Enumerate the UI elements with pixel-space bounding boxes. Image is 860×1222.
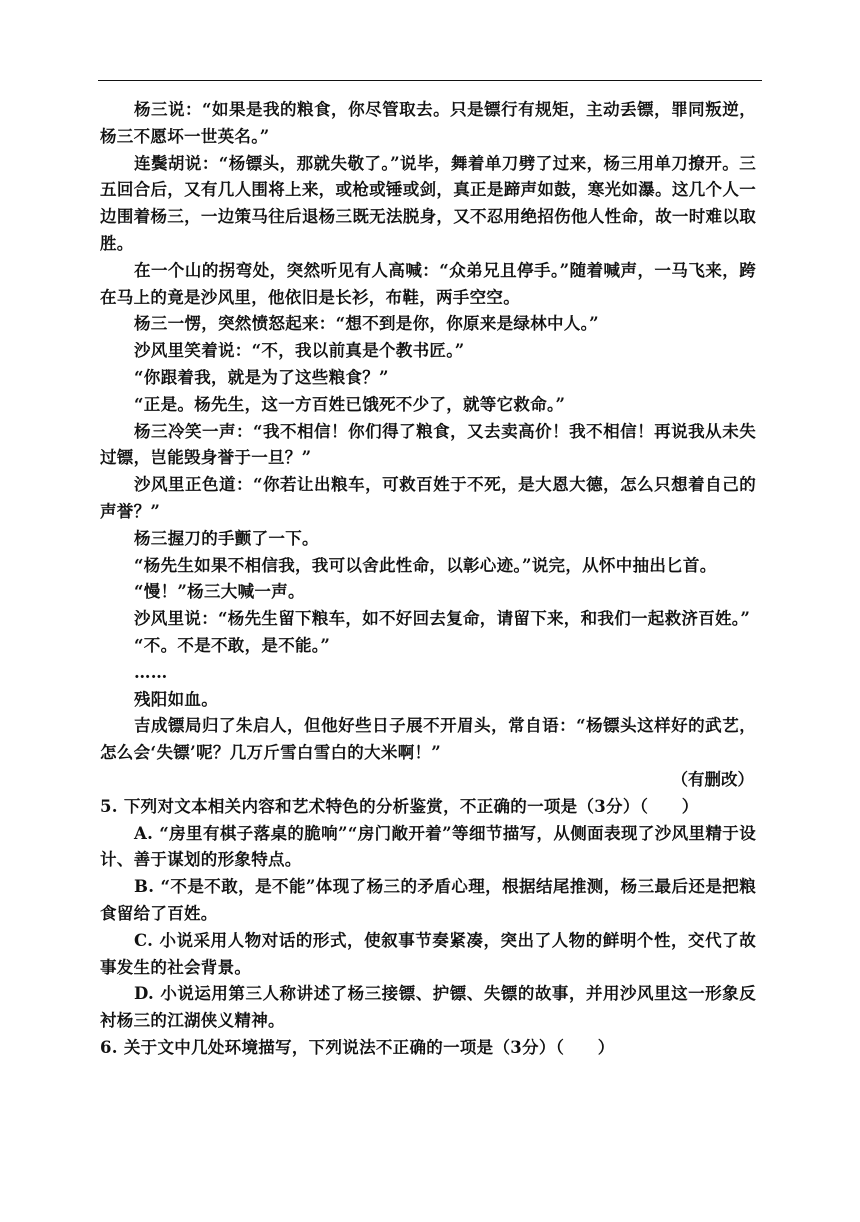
ellipsis-line: …… [134, 662, 168, 682]
paragraph: “不。不是不敢，是不能。” [134, 635, 331, 655]
paragraph: “杨先生如果不相信我，我可以舍此性命，以彰心迹。”说完，从怀中抽出匕首。 [134, 555, 717, 575]
paragraph: 杨三握刀的手颤了一下。 [134, 528, 319, 548]
paragraph: “你跟着我，就是为了这些粮食？” [134, 367, 389, 387]
paragraph: “正是。杨先生，这一方百姓已饿死不少了，就等它救命。” [134, 394, 566, 414]
paragraph: 沙风里正色道：“你若让出粮车，可救百姓于不死，是大恩大德，怎么只想着自己的声誉？” [100, 475, 756, 521]
passage-body [100, 97, 756, 1062]
question-5-option-b: B. “不是不敢，是不能”体现了杨三的矛盾心理，根据结尾推测，杨三最后还是把粮食留给了百姓。 [100, 877, 756, 923]
question-5-stem: 5. 下列对文本相关内容和艺术特色的分析鉴赏，不正确的一项是（3分）（ ） [100, 796, 699, 816]
question-5-option-a: A. “房里有棋子落桌的脆响”“房门敞开着”等细节描写，从侧面表现了沙风里精于设计、善于谋划的形象特点。 [100, 823, 756, 870]
paragraph: 杨三一愣，突然愤怒起来：“想不到是你，你原来是绿林中人。” [134, 314, 599, 334]
paragraph: 沙风里说：“杨先生留下粮车，如不好回去复命，请留下来，和我们一起救济百姓。” [134, 609, 751, 629]
source-note: （有删改） [671, 769, 754, 789]
paragraph: “慢！”杨三大喊一声。 [134, 582, 305, 602]
paragraph: 吉成镖局归了朱启人，但他好些日子展不开眉头，常自语：“杨镖头这样好的武艺，怎么会‘失镖’呢？几万斤雪白雪白的大米啊！” [100, 716, 756, 763]
paragraph: 残阳如血。 [134, 689, 218, 709]
paragraph: 在一个山的拐弯处，突然听见有人高喊：“众弟兄且停手。”随着喊声，一马飞来，跨在马上的竟是沙风里，他依旧是长衫，布鞋，两手空空。 [100, 260, 756, 307]
header-rule [98, 80, 762, 81]
question-5-option-c: C. 小说采用人物对话的形式，使叙事节奏紧凑，突出了人物的鲜明个性，交代了故事发生的社会背景。 [100, 930, 756, 977]
question-5-option-d: D. 小说运用第三人称讲述了杨三接镖、护镖、失镖的故事，并用沙风里这一形象反衬杨三的江湖侠义精神。 [100, 984, 756, 1031]
paragraph: 杨三说：“如果是我的粮食，你尽管取去。只是镖行有规矩，主动丢镖，罪同叛逆，杨三不愿坏一世英名。” [100, 100, 756, 146]
paragraph: 连鬓胡说：“杨镖头，那就失敬了。”说毕，舞着单刀劈了过来，杨三用单刀撩开。三五回合后，又有几人围将上来，或枪或锤或剑，真正是蹄声如鼓，寒光如瀑。这几个人一边围着杨三，一边策马往后退杨三既无法脱身，又不忍用绝招伤他人性命，故一时难以取胜。 [100, 153, 756, 253]
paragraph: 沙风里笑着说：“不，我以前真是个教书匠。” [134, 341, 465, 361]
paragraph: 杨三冷笑一声：“我不相信！你们得了粮食，又去卖高价！我不相信！再说我从未失过镖，岂能毁身誉于一旦？” [100, 421, 756, 468]
question-6-stem: 6. 关于文中几处环境描写，下列说法不正确的一项是（3分）（ ） [100, 1037, 615, 1057]
